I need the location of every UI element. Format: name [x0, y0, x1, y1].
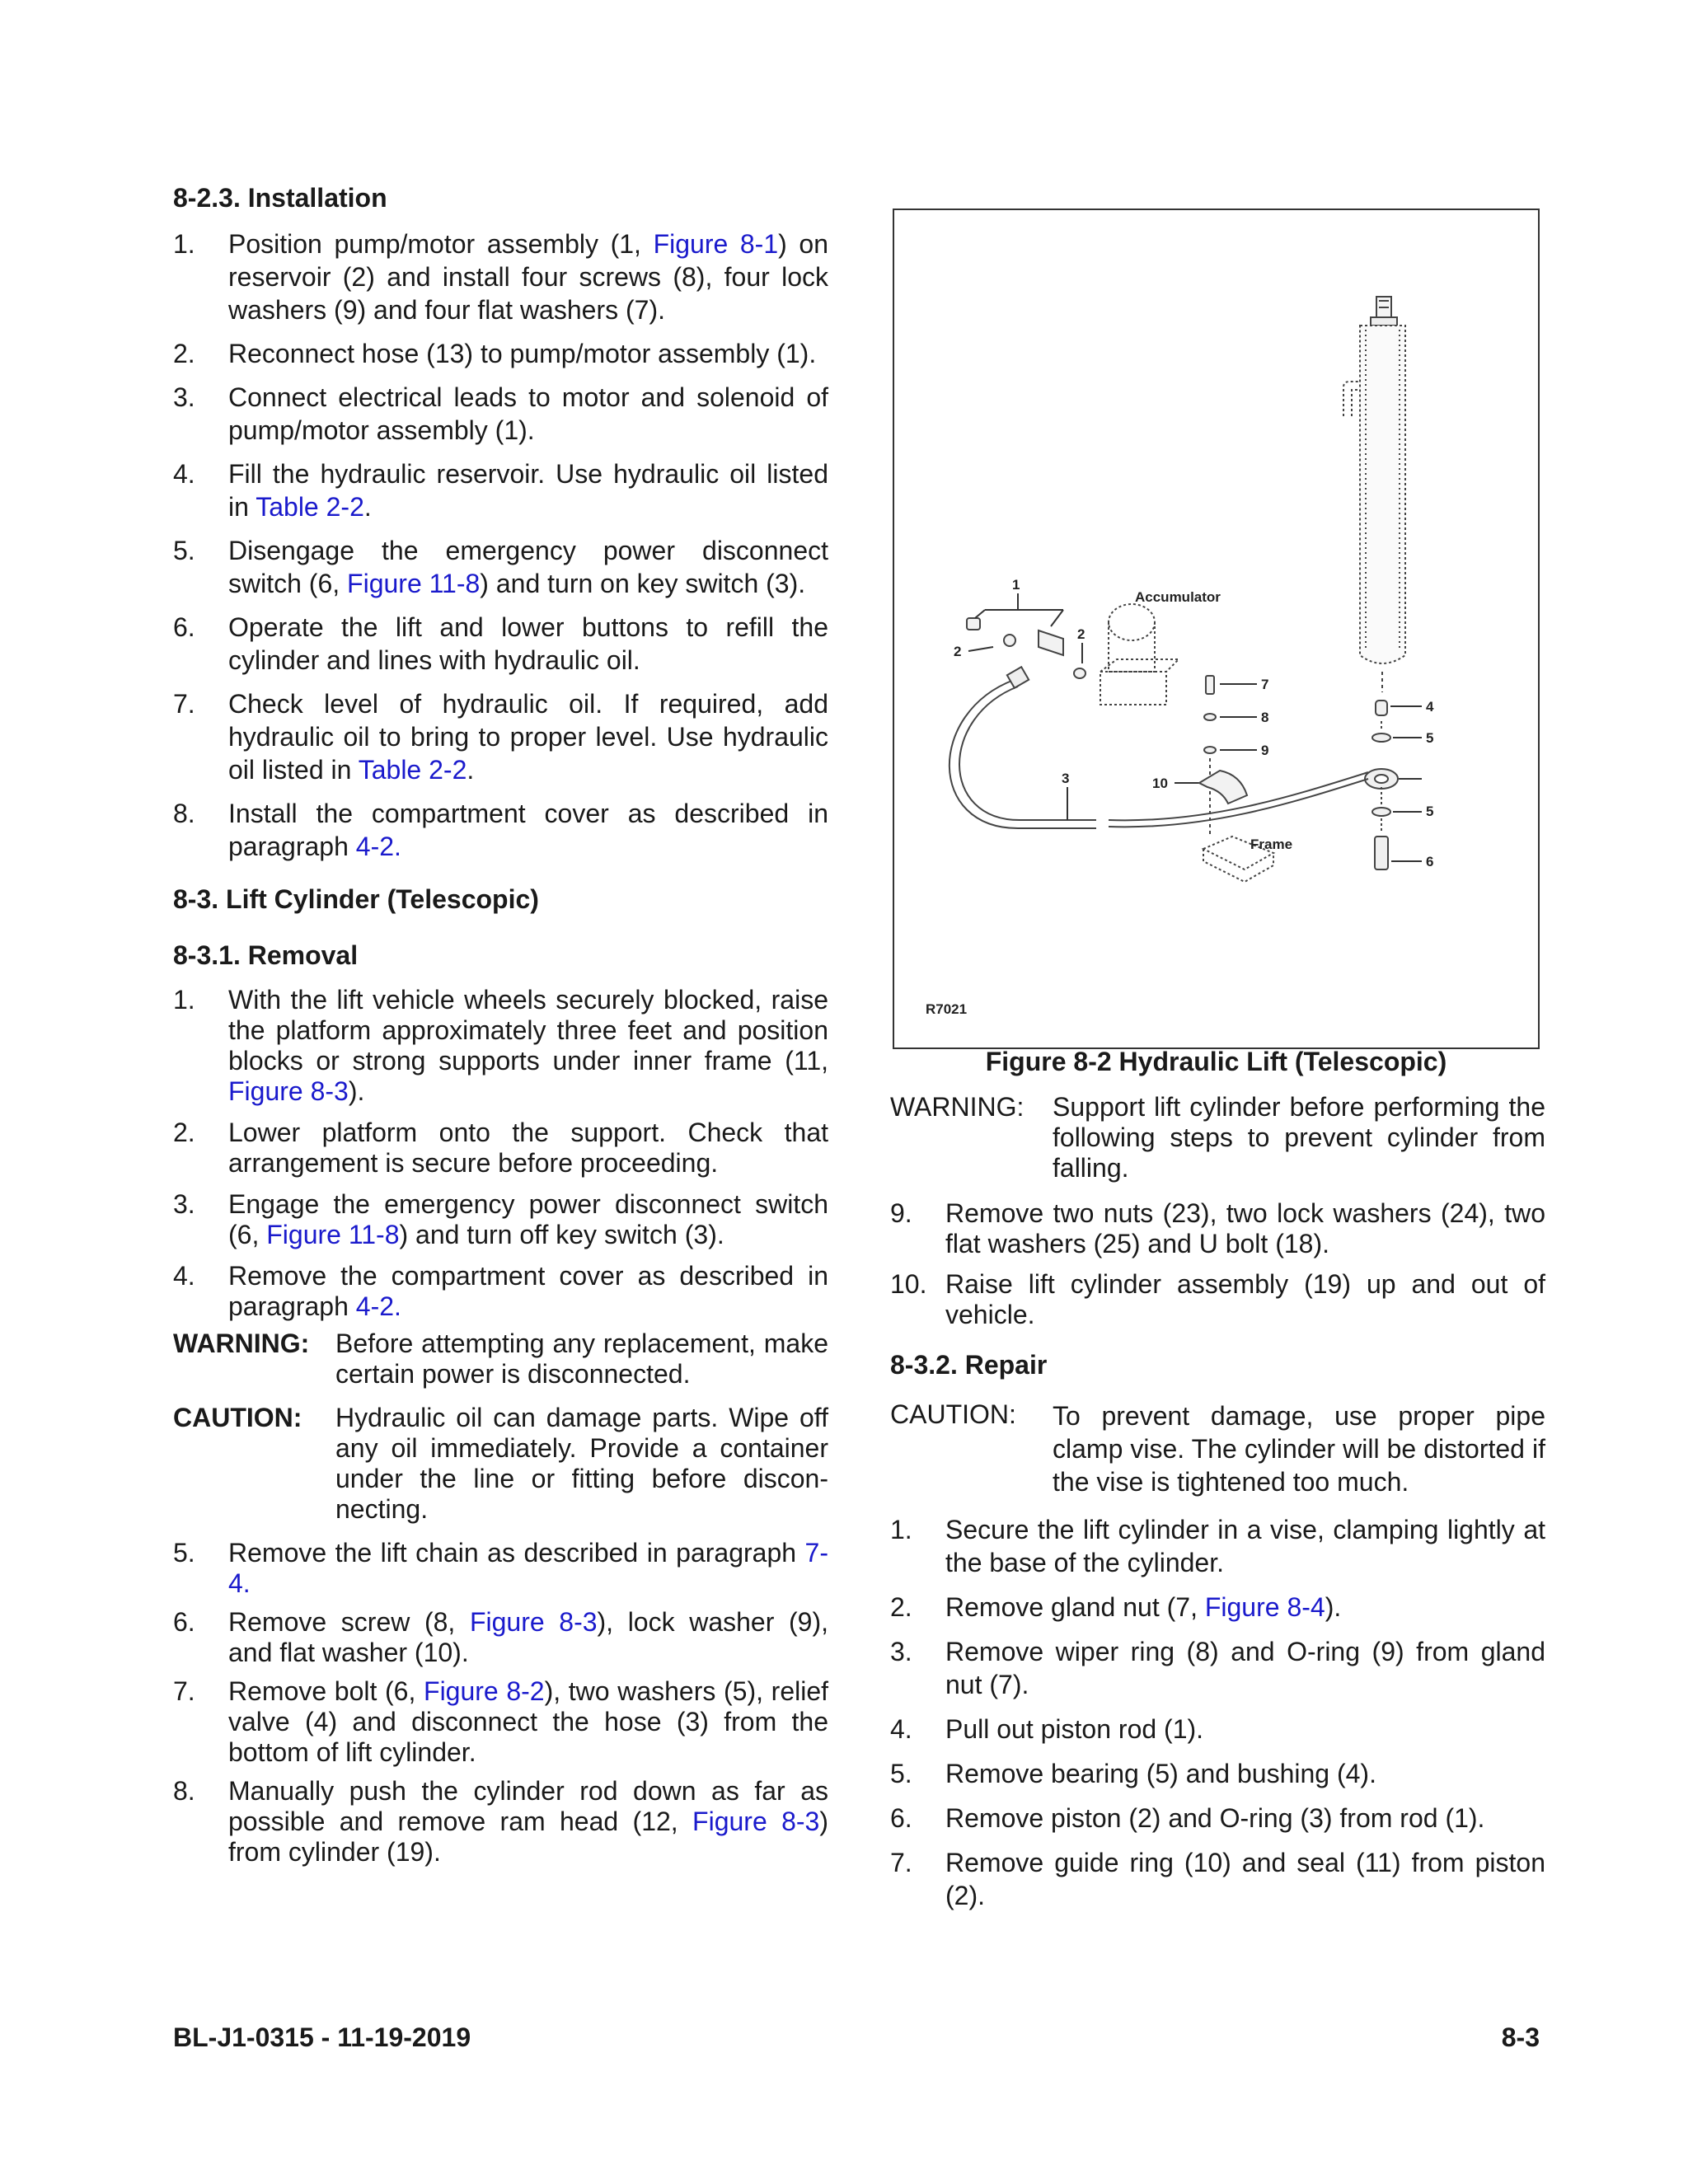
- step-text-part: ).: [348, 1076, 365, 1106]
- step-text-part: Remove screw (8,: [228, 1607, 470, 1637]
- callout-10: 10: [1152, 776, 1168, 791]
- cross-reference-link[interactable]: 4-2.: [355, 1291, 401, 1321]
- step-text-part: Secure the lift cylinder in a vise, clamping lightly at the base of the cylinder.: [945, 1515, 1545, 1577]
- hydraulic-lift-diagram: [894, 210, 1538, 1047]
- step-item: [173, 985, 828, 1107]
- step-item: [890, 1198, 1545, 1259]
- step-text: [945, 1269, 1545, 1330]
- right-column: [890, 1092, 1545, 1912]
- step-item: [173, 1261, 828, 1322]
- cross-reference-link[interactable]: 4-2.: [355, 832, 401, 861]
- callout-4: 4: [1426, 699, 1434, 715]
- step-text-part: Remove the compartment cover as described in paragraph: [228, 1261, 828, 1321]
- cross-reference-link[interactable]: Figure 8-3: [692, 1807, 820, 1836]
- step-text: [228, 797, 828, 863]
- step-text-part: ) from cylinder (19).: [228, 1807, 829, 1867]
- callout-5a: 5: [1426, 730, 1434, 746]
- lift-cylinder-drawing: [1343, 297, 1405, 692]
- step-text-part: Check level of hydraulic oil. If required, add hydraulic oil to bring to proper level. Use hydraulic oil listed in: [228, 689, 828, 785]
- cross-reference-link[interactable]: Figure 8-1: [653, 229, 779, 259]
- step-text-part: .: [467, 755, 475, 785]
- step-item: [173, 227, 828, 326]
- step-text: [228, 1676, 828, 1768]
- step-number: 5.: [173, 1538, 195, 1568]
- step-item: [173, 337, 828, 370]
- step-text-part: Position pump/motor assembly (1,: [228, 229, 654, 259]
- step-number: 4.: [173, 459, 195, 489]
- step-text: [228, 687, 828, 786]
- removal-steps-a: [173, 985, 828, 1322]
- step-number: 4.: [890, 1714, 912, 1744]
- cross-reference-link[interactable]: Figure 8-2: [424, 1676, 545, 1706]
- step-item: [890, 1802, 1545, 1835]
- step-text-part: Remove two nuts (23), two lock washers (24), two flat washers (25) and U bolt (18).: [945, 1198, 1545, 1258]
- step-number: 3.: [173, 382, 195, 412]
- step-text-part: Install the compartment cover as described in paragraph: [228, 799, 828, 861]
- frame-label: Frame: [1250, 837, 1293, 852]
- step-text: [945, 1713, 1545, 1746]
- callout-5b: 5: [1426, 804, 1434, 819]
- step-item: [890, 1591, 1545, 1624]
- step-item: [173, 1676, 828, 1768]
- step-text-part: Remove bearing (5) and bushing (4).: [945, 1759, 1376, 1788]
- step-number: 3.: [890, 1637, 912, 1666]
- step-text: [228, 1189, 828, 1250]
- step-text-part: Pull out piston rod (1).: [945, 1714, 1204, 1744]
- step-item: [890, 1269, 1545, 1330]
- repair-steps: [890, 1513, 1545, 1912]
- step-number: 9.: [890, 1198, 912, 1228]
- cross-reference-link[interactable]: Figure 8-3: [228, 1076, 349, 1106]
- step-number: 3.: [173, 1189, 195, 1219]
- step-item: [173, 1538, 828, 1599]
- cross-reference-link[interactable]: Figure 8-4: [1204, 1592, 1325, 1622]
- cross-reference-link[interactable]: Table 2-2: [358, 755, 467, 785]
- step-item: [173, 1118, 828, 1179]
- right-caution-text: To prevent damage, use proper pipe clamp vise. The cylinder will be distorted if the vise is tightened too much.: [1053, 1401, 1545, 1497]
- callout-9: 9: [1261, 743, 1269, 758]
- step-text-part: Disengage the emergency power disconnect switch (6,: [228, 536, 828, 598]
- valve-parts-drawing: [1365, 701, 1398, 869]
- step-number: 8.: [173, 1776, 195, 1806]
- right-caution-note: [890, 1399, 1545, 1498]
- step-text-part: Remove guide ring (10) and seal (11) from piston (2).: [945, 1848, 1545, 1910]
- step-text-part: Remove wiper ring (8) and O-ring (9) from gland nut (7).: [945, 1637, 1545, 1699]
- cross-reference-link[interactable]: Figure 8-3: [469, 1607, 598, 1637]
- warning-text: Before attempting any replacement, make certain power is disconnected.: [335, 1329, 828, 1389]
- callout-8: 8: [1261, 710, 1269, 725]
- step-item: [173, 611, 828, 677]
- cross-reference-link[interactable]: Figure 11-8: [266, 1220, 400, 1249]
- step-text: [228, 1607, 828, 1668]
- step-text: [228, 1261, 828, 1322]
- step-text-part: Engage the emergency power disconnect switch (6,: [228, 1189, 828, 1249]
- step-text: [945, 1513, 1545, 1579]
- step-item: [173, 457, 828, 523]
- step-number: 7.: [173, 1676, 195, 1706]
- figure-code: R7021: [926, 1001, 968, 1017]
- step-number: 6.: [890, 1803, 912, 1833]
- step-text-part: Raise lift cylinder assembly (19) up and out of vehicle.: [945, 1269, 1545, 1329]
- step-item: [173, 1189, 828, 1250]
- step-text: [228, 381, 828, 447]
- step-text: [228, 534, 828, 600]
- step-text-part: ) and turn off key switch (3).: [399, 1220, 724, 1249]
- right-warning-text: Support lift cylinder before performing the following steps to prevent cylinder from falling.: [1053, 1092, 1545, 1183]
- removal-steps-c: [890, 1198, 1545, 1330]
- step-text-part: ), lock washer (9), and flat washer (10).: [228, 1607, 828, 1667]
- step-item: [173, 797, 828, 863]
- step-item: [890, 1513, 1545, 1579]
- footer-doc-id: BL-J1-0315 - 11-19-2019: [173, 2022, 471, 2052]
- step-number: 8.: [173, 799, 195, 828]
- step-item: [890, 1713, 1545, 1746]
- cross-reference-link[interactable]: Figure 11-8: [347, 569, 481, 598]
- step-number: 2.: [173, 1118, 195, 1147]
- accumulator-drawing: [1100, 604, 1179, 705]
- step-text: [228, 337, 828, 370]
- repair-heading: 8-3.2. Repair: [890, 1350, 1048, 1380]
- step-text: [228, 1776, 828, 1868]
- hose-drawing: [950, 667, 1368, 828]
- step-text-part: Lower platform onto the support. Check that arrangement is secure before proceeding.: [228, 1118, 828, 1178]
- warning-note: [173, 1329, 828, 1390]
- step-text-part: .: [363, 492, 372, 522]
- step-text-part: Remove bolt (6,: [228, 1676, 424, 1706]
- step-item: [173, 687, 828, 786]
- step-number: 2.: [890, 1592, 912, 1622]
- step-text: [945, 1635, 1545, 1701]
- right-caution-label: CAUTION:: [890, 1399, 1016, 1429]
- step-number: 1.: [890, 1515, 912, 1544]
- step-item: [173, 1607, 828, 1668]
- step-text: [228, 227, 828, 326]
- step-item: [890, 1846, 1545, 1912]
- step-text-part: ).: [1325, 1592, 1342, 1622]
- step-text-part: Remove gland nut (7,: [945, 1592, 1205, 1622]
- step-text-part: Reconnect hose (13) to pump/motor assembly (1).: [228, 339, 817, 368]
- step-text-part: Fill the hydraulic reservoir. Use hydraulic oil listed in: [228, 459, 828, 522]
- removal-steps-b: [173, 1538, 828, 1868]
- step-text: [945, 1757, 1545, 1790]
- footer-page-number: 8-3: [1501, 2022, 1540, 2052]
- right-warning-label: WARNING:: [890, 1092, 1025, 1122]
- step-number: 4.: [173, 1261, 195, 1291]
- figure-caption: Figure 8-2 Hydraulic Lift (Telescopic): [985, 1047, 1447, 1076]
- step-text-part: Manually push the cylinder rod down as far as possible and remove ram head (12,: [228, 1776, 828, 1836]
- step-number: 1.: [173, 985, 195, 1015]
- right-warning-note: [890, 1092, 1545, 1183]
- step-number: 10.: [890, 1269, 927, 1299]
- lift-cylinder-heading: 8-3. Lift Cylinder (Telescopic): [173, 884, 539, 914]
- step-text: [945, 1591, 1545, 1624]
- caution-note: [173, 1403, 828, 1525]
- cross-reference-link[interactable]: Table 2-2: [256, 492, 364, 522]
- step-number: 7.: [173, 689, 195, 719]
- step-item: [173, 381, 828, 447]
- step-number: 1.: [173, 229, 195, 259]
- step-text: [228, 1538, 828, 1599]
- caution-text: Hydraulic oil can damage parts. Wipe off any oil immediately. Provide a container under the line or fitting before discon-necting.: [335, 1403, 828, 1524]
- step-text: [945, 1802, 1545, 1835]
- step-item: [890, 1757, 1545, 1790]
- step-number: 5.: [890, 1759, 912, 1788]
- callout-1: 1: [1012, 577, 1020, 593]
- callout-6: 6: [1426, 854, 1434, 869]
- installation-steps: [173, 227, 828, 863]
- callout-7: 7: [1261, 677, 1269, 692]
- step-text: [228, 985, 828, 1107]
- callout-2b: 2: [1077, 626, 1085, 642]
- step-text-part: ), two washers (5), relief valve (4) and disconnect the hose (3) from the bottom of lift cylinder.: [228, 1676, 829, 1767]
- step-text-part: Connect electrical leads to motor and solenoid of pump/motor assembly (1).: [228, 382, 828, 445]
- warning-label: WARNING:: [173, 1329, 310, 1358]
- step-text-part: With the lift vehicle wheels securely blocked, raise the platform approximately three feet and position blocks or strong supports under inner frame (11,: [228, 985, 828, 1076]
- step-text-part: Remove the lift chain as described in paragraph: [228, 1538, 805, 1568]
- accumulator-label: Accumulator: [1135, 589, 1221, 605]
- callout-2a: 2: [954, 644, 962, 659]
- step-text-part: Remove piston (2) and O-ring (3) from rod (1).: [945, 1803, 1485, 1833]
- step-number: 2.: [173, 339, 195, 368]
- step-text: [228, 611, 828, 677]
- step-number: 6.: [173, 612, 195, 642]
- step-text-part: ) and turn on key switch (3).: [480, 569, 806, 598]
- callout-3: 3: [1062, 771, 1070, 786]
- step-number: 6.: [173, 1607, 195, 1637]
- step-text: [228, 457, 828, 523]
- cross-reference-link[interactable]: 7-4.: [228, 1538, 828, 1598]
- step-text-part: Operate the lift and lower buttons to refill the cylinder and lines with hydraulic oil.: [228, 612, 828, 675]
- step-number: 7.: [890, 1848, 912, 1877]
- caution-label: CAUTION:: [173, 1403, 302, 1432]
- step-text: [945, 1846, 1545, 1912]
- bracket-drawing: [1199, 771, 1247, 804]
- left-column: [173, 181, 828, 1868]
- step-number: 5.: [173, 536, 195, 565]
- step-text: [228, 1118, 828, 1179]
- installation-heading: 8-2.3. Installation: [173, 183, 387, 213]
- step-text-part: ) on reservoir (2) and install four screws (8), four lock washers (9) and four flat washers (7).: [228, 229, 829, 325]
- figure-8-2: [893, 209, 1540, 1049]
- step-item: [173, 534, 828, 600]
- removal-heading: 8-3.1. Removal: [173, 940, 359, 970]
- step-item: [173, 1776, 828, 1868]
- step-text: [945, 1198, 1545, 1259]
- step-item: [890, 1635, 1545, 1701]
